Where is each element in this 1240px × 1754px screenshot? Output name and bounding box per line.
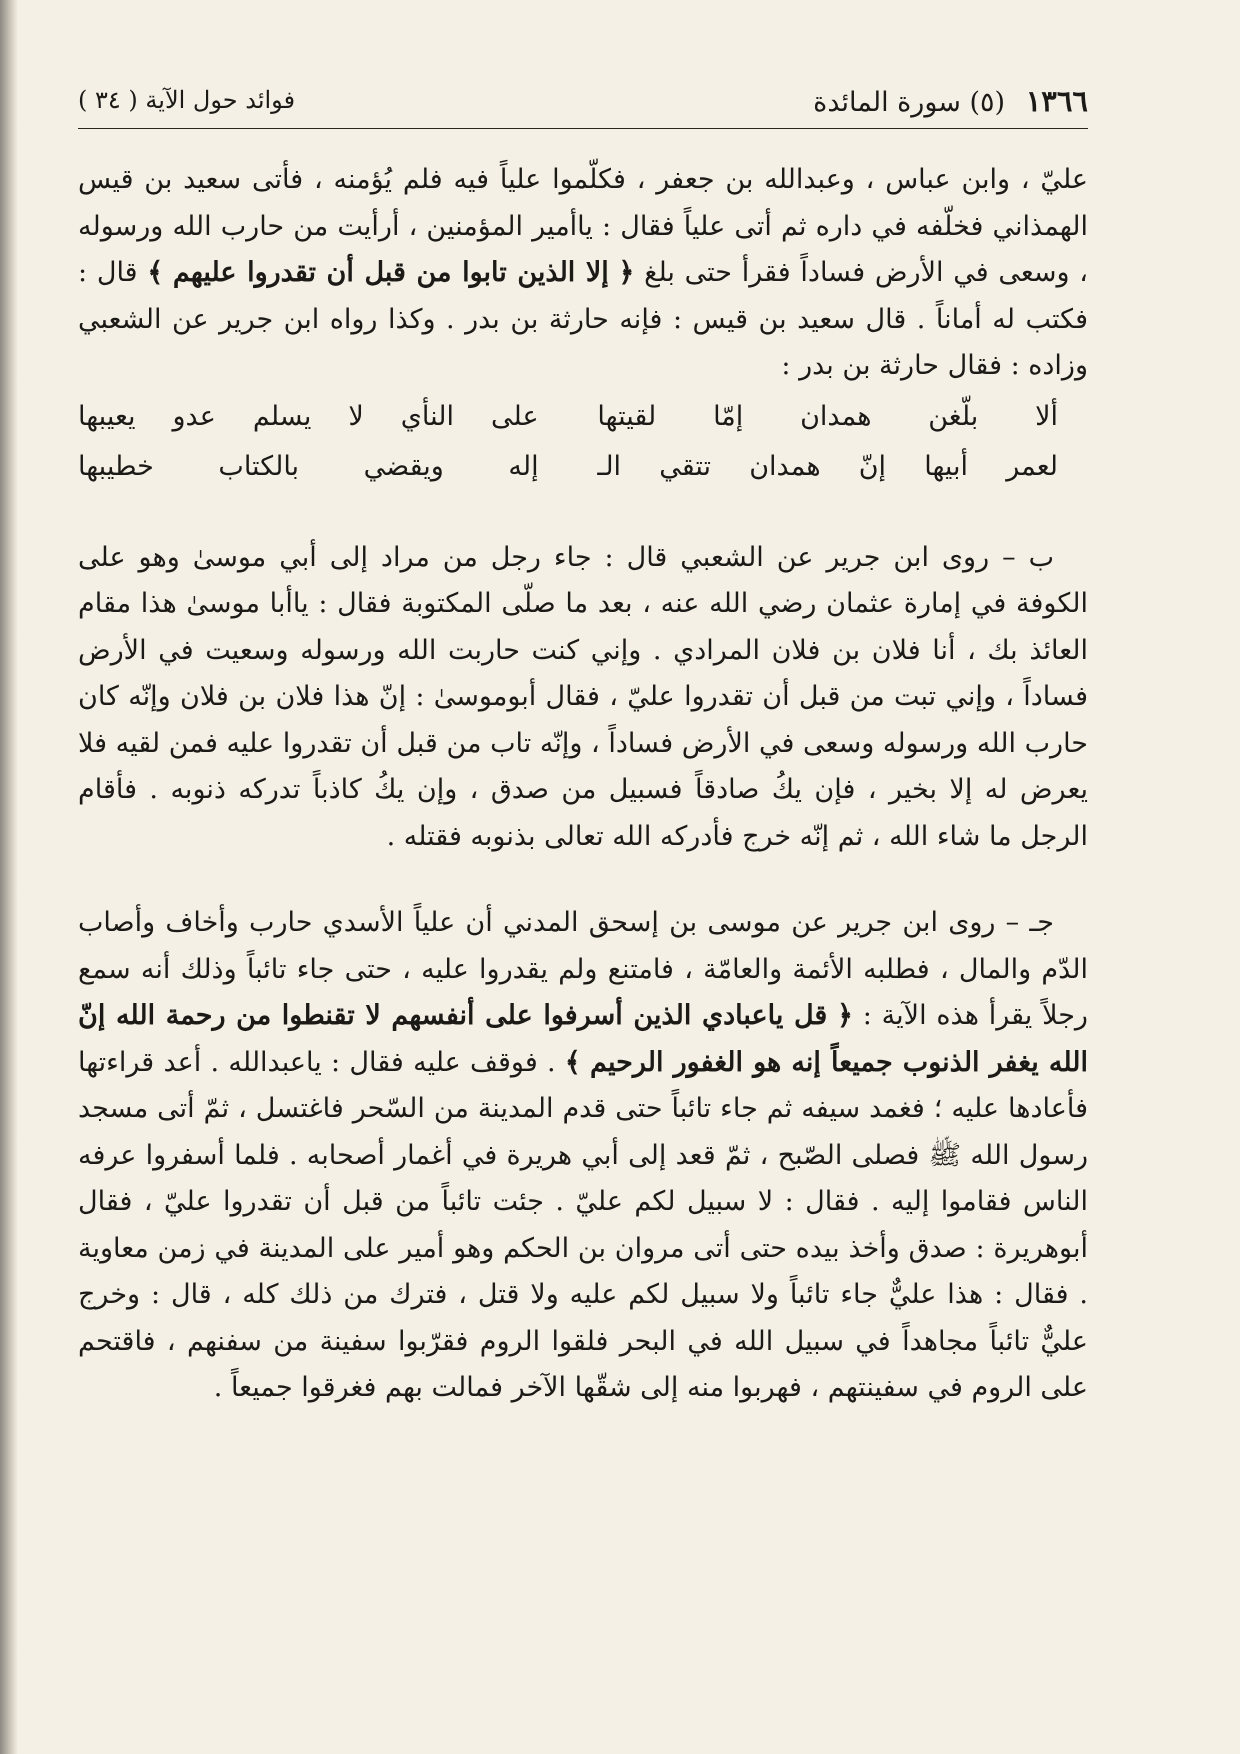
- paragraph-1: [78, 157, 1088, 390]
- poem-line-1: [78, 394, 1088, 441]
- quran-open-bracket: ﴿: [618, 257, 635, 288]
- paragraph-2: ب – روى ابن جرير عن الشعبي قال : جاء رجل من مراد إلى أبي موسىٰ وهو على الكوفة في إمارة عثمان رضي الله عنه ، بعد ما صلّى المكتوبة فقال : ياأبا موسىٰ هذا مقام العائذ بك ، أنا فلان بن فلان المرادي . وإني كنت حاربت الله ورسوله وسعيت في الأرض فساداً ، وإني تبت من قبل أن تقدروا عليّ ، فقال أبوموسىٰ : إنّ هذا فلان بن فلان وإنّه كان حارب الله ورسوله وسعى في الأرض فساداً ، وإنّه تاب من قبل أن تقدروا عليه فمن لقيه فلا يعرض له إلا بخير ، فإن يكُ صادقاً فسبيل من صدق ، وإن يكُ كاذباً تدركه ذنوبه . فأقام الرجل ما شاء الله ، ثم إنّه خرج فأدركه الله تعالى بذنوبه فقتله .: [78, 541, 1088, 852]
- paragraph-gap: [78, 860, 1088, 900]
- paragraph-1-text-b: قال : فكتب له أماناً . قال سعيد بن قيس : فإنه حارثة بن بدر . وكذا رواه ابن جرير عن الشعبي وزاده : فقال حارثة بن بدر :: [78, 257, 1088, 381]
- poem-line-1-first: ألا بلّغن همدان إمّا لقيتها: [597, 400, 1058, 432]
- poem-line-1-second: على النأي لا يسلم عدو يعيبها: [78, 400, 539, 432]
- paragraph-3: [78, 900, 1088, 1412]
- page-number: ١٣٦٦: [1025, 84, 1088, 118]
- quran-verse-1: إلا الذين تابوا من قبل أن تقدروا عليهم: [172, 257, 609, 288]
- paragraph-3-text-b: . فوقف عليه فقال : ياعبدالله . أعد قراءتها فأعادها عليه ؛ فغمد سيفه ثم جاء تائباً حتى قدم المدينة من السّحر فاغتسل ، ثمّ أتى مسجد رسول الله ﷺ فصلى الصّبح ، ثمّ قعد إلى أبي هريرة في أغمار أصحابه . فلما أسفروا عرفه الناس فقاموا إليه . فقال : لا سبيل لكم عليّ . جئت تائباً من قبل أن تقدروا عليّ ، فقال أبوهريرة : صدق وأخذ بيده حتى أتى مروان بن الحكم وهو أمير على المدينة في زمن معاوية . فقال : هذا عليٌّ جاء تائباً ولا سبيل لكم عليه ولا قتل ، فترك من ذلك كله ، قال : وخرج عليٌّ تائباً مجاهداً في سبيل الله في البحر فلقوا الروم فقرّبوا سفينة من سفنهم ، فاقتحم على الروم في سفينتهم ، فهربوا منه إلى شقّها الآخر فمالت بهم فغرقوا جميعاً .: [78, 1046, 1088, 1403]
- paragraph-3-text-a: جـ – روى ابن جرير عن موسى بن إسحق المدني أن علياً الأسدي حارب وأخاف وأصاب الدّم والمال ، فطلبه الأئمة والعامّة ، فامتنع ولم يقدروا عليه ، حتى جاء تائباً وذلك أنه سمع رجلاً يقرأ هذه الآية :: [78, 907, 1088, 1031]
- page-body: [78, 157, 1088, 1412]
- paragraph-1-text-a: عليّ ، وابن عباس ، وعبدالله بن جعفر ، فكلّموا علياً فيه فلم يُؤمنه ، فأتى سعيد بن قيس الهمذاني فخلّفه في داره ثم أتى علياً فقال : ياأمير المؤمنين ، أرأيت من حارب الله ورسوله ، وسعى في الأرض فساداً فقرأ حتى بلغ: [78, 164, 1088, 288]
- surah-title: (٥) سورة المائدة: [813, 87, 1006, 118]
- header-right: [813, 84, 1088, 118]
- quran-close-bracket: ﴾: [147, 257, 164, 288]
- poem-line-2-first: لعمر أبيها إنّ همدان تتقي الـ: [597, 451, 1058, 482]
- section-title: فوائد حول الآية ( ٣٤ ): [78, 86, 296, 114]
- book-page: [78, 78, 1088, 1698]
- paragraph-gap: [78, 495, 1088, 535]
- quran-verse-2: قل ياعبادي الذين أسرفوا على أنفسهم لا تقنطوا من رحمة الله إنّ الله يغفر الذنوب جميعاً إنه هو الغفور الرحيم: [78, 1000, 1088, 1078]
- poem-line-2-second: إله ويقضي بالكتاب خطيبها: [78, 451, 539, 482]
- binding-shadow: [0, 0, 18, 1754]
- page-header: [78, 78, 1088, 129]
- quran-close-bracket: ﴾: [564, 1046, 581, 1078]
- poem-line-2: [78, 444, 1088, 491]
- quran-open-bracket: ﴿: [837, 1000, 853, 1031]
